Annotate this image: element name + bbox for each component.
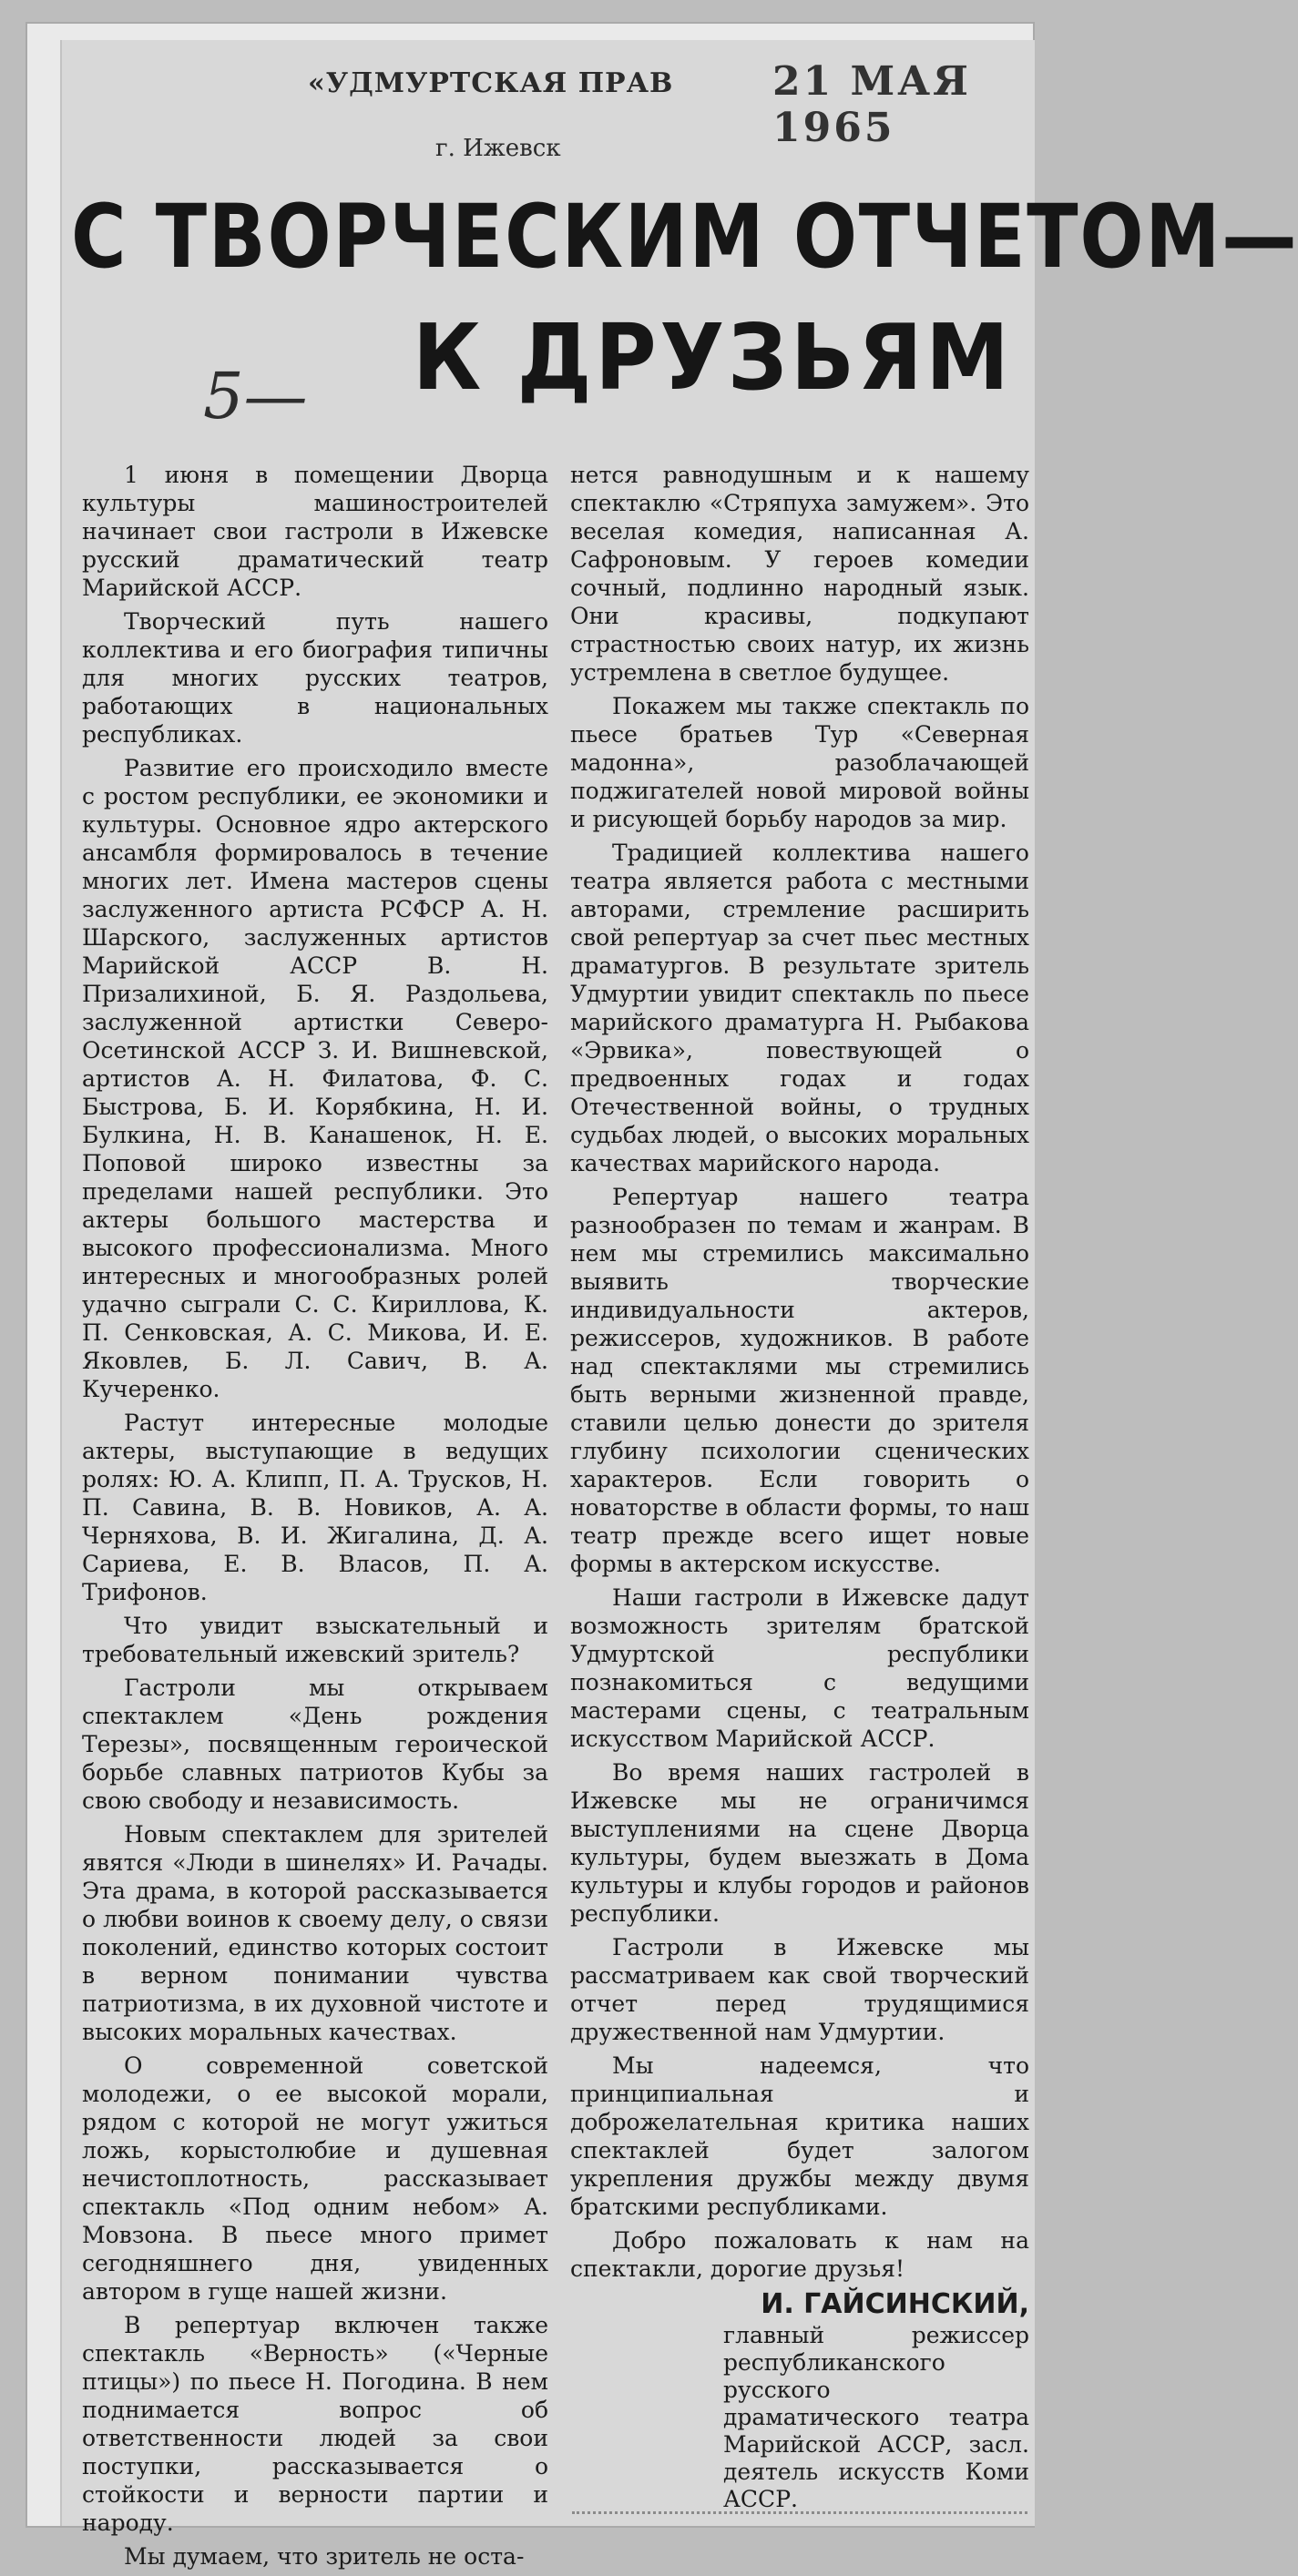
date-stamp: 21 МАЯ 1965 (772, 58, 971, 151)
paragraph: нется равнодушным и к нашему спектаклю «Стряпуха замужем». Это веселая комедия, написанная А. Сафроновым. У героев комедии сочный, подлинно народный язык. Они красивы, подкупают страстностью своих натур, их жизнь устремлена в светлое будущее. (570, 462, 1029, 686)
paragraph: О современной советской молодежи, о ее высокой морали, рядом с которой не могут ужиться ложь, корыстолюбие и душевная нечистоплотность, рассказывает спектакль «Под одним небом» А. Мовзона. В пьесе много примет сегодняшнего дня, увиденных автором в гуще нашей жизни. (82, 2052, 548, 2305)
headline-line-2: К ДРУЗЬЯМ (413, 304, 1013, 411)
handwritten-mark: 5— (203, 359, 308, 433)
paragraph: Новым спектаклем для зрителей явятся «Люди в шинелях» И. Рачады. Эта драма, в которой рассказывается о любви воинов к своему делу, о связи поколений, единство которых состоит в верном понимании чувства патриотизма, в их духовной чистоте и высоких моральных качествах. (82, 1821, 548, 2045)
bottom-divider (572, 2511, 1027, 2520)
author-title: главный режиссер республиканского русского драматического театра Марийской АССР, засл. деятель искусств Коми АССР. (723, 2322, 1029, 2512)
paragraph: Покажем мы также спектакль по пьесе братьев Тур «Северная мадонна», разоблачающей поджигателей новой мировой войны и рисующей борьбу народов за мир. (570, 693, 1029, 832)
paragraph: Гастроли в Ижевске мы рассматриваем как свой творческий отчет перед трудящимися дружественной нам Удмуртии. (570, 1934, 1029, 2045)
paragraph: Репертуар нашего театра разнообразен по темам и жанрам. В нем мы стремились максимально выявить творческие индивидуальности актеров, режиссеров, художников. В работе над спектаклями мы стремились быть верными жизненной правде, ставили целью донести до зрителя глубину психологии сценических характеров. Если говорить о новаторстве в области формы, то наш театр прежде всего ищет новые формы в актерском искусстве. (570, 1184, 1029, 1577)
paragraph: 1 июня в помещении Дворца культуры машиностроителей начинает свои гастроли в Ижевске русский драматический театр Марийской АССР. (82, 462, 548, 601)
paragraph: Мы думаем, что зритель не оста- (124, 2543, 525, 2570)
paragraph: Гастроли мы открываем спектаклем «День рождения Терезы», посвященным героической борьбе славных патриотов Кубы за свою свободу и независимость. (82, 1675, 548, 1814)
article-column-2 (570, 461, 1029, 2519)
paragraph: Во время наших гастролей в Ижевске мы не ограничимся выступлениями на сцене Дворца культуры, будем выезжать в Дома культуры и клубы городов и районов республики. (570, 1759, 1029, 1927)
paragraph: Творческий путь нашего коллектива и его биография типичны для многих русских театров, работающих в национальных республиках. (82, 608, 548, 748)
paragraph: Растут интересные молодые актеры, выступающие в ведущих ролях: Ю. А. Клипп, П. А. Трусков, Н. П. Савина, В. В. Новиков, А. А. Черняхова, В. И. Жигалина, Д. А. Сариева, Е. В. Власов, П. А. Трифонов. (82, 1410, 548, 1605)
paragraph: Что увидит взыскательный и требовательный ижевский зритель? (82, 1613, 548, 1667)
headline-line-1: С ТВОРЧЕСКИМ ОТЧЕТОМ— (71, 186, 1298, 288)
paragraph: Традицией коллектива нашего театра является работа с местными авторами, стремление расширить свой репертуар за счет пьес местных драматургов. В результате зритель Удмуртии увидит спектакль по пьесе марийского драматурга Н. Рыбакова «Эрвика», повествующей о предвоенных годах и годах Отечественной войны, о трудных судьбах людей, о высоких моральных качествах марийского народа. (570, 840, 1029, 1176)
paragraph: Развитие его происходило вместе с ростом республики, ее экономики и культуры. Основное ядро актерского ансамбля формировалось в течение многих лет. Имена мастеров сцены заслуженного артиста РСФСР А. Н. Шарского, заслуженных артистов Марийской АССР В. Н. Призалихиной, Б. Я. Раздольева, заслуженной артистки Северо-Осетинской АССР З. И. Вишневской, артистов А. Н. Филатова, Ф. С. Быстрова, Б. И. Корябкина, Н. И. Булкина, Н. В. Канашенок, Н. Е. Поповой широко известны за пределами нашей республики. Это актеры большого мастерства и высокого профессионализма. Много интересных и многообразных ролей удачно сыграли С. С. Кириллова, К. П. Сенковская, А. С. Микова, И. Е. Яковлев, Б. Л. Савич, В. А. Кучеренко. (82, 755, 548, 1402)
paragraph: В репертуар включен также спектакль «Верность» («Черные птицы») по пьесе Н. Погодина. В нем поднимается вопрос об ответственности людей за свои поступки, рассказывается о стойкости и верности партии и народу. (82, 2312, 548, 2536)
paragraph: Мы надеемся, что принципиальная и доброжелательная критика наших спектаклей будет залогом укрепления дружбы между двумя братскими республиками. (570, 2052, 1029, 2220)
newspaper-source: «УДМУРТСКАЯ ПРАВ (308, 67, 674, 99)
city-line: г. Ижевск (435, 135, 561, 162)
paragraph: Добро пожаловать к нам на спектакли, дорогие друзья! (570, 2227, 1029, 2282)
article-column-1 (82, 461, 548, 2576)
author-signature: И. ГАЙСИНСКИЙ, (761, 2288, 1029, 2320)
newspaper-clipping (60, 40, 1298, 2570)
paragraph: Наши гастроли в Ижевске дадут возможность зрителям братской Удмуртской республики познакомиться с ведущими мастерами сцены, с театральным искусством Марийской АССР. (570, 1584, 1029, 1752)
scan-background (26, 22, 1298, 2570)
